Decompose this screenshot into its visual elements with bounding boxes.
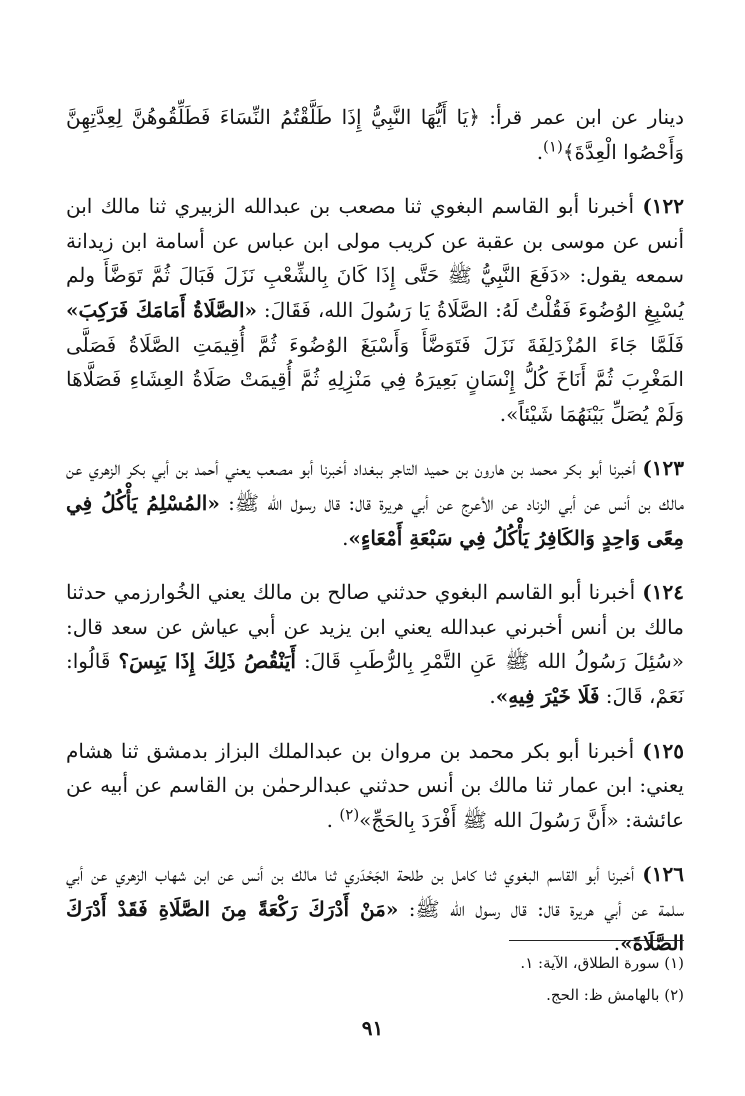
hadith-number: ١٢٢) xyxy=(642,194,685,219)
paragraph-end: . xyxy=(342,525,349,550)
footnote-divider xyxy=(509,940,684,941)
paragraph-end: . xyxy=(489,683,496,708)
footnote-2: (٢) بالهامش ظ: الحج. xyxy=(546,986,684,1004)
footnote-ref: (١) xyxy=(543,136,563,155)
footnote-1: (١) سورة الطلاق، الآية: ١. xyxy=(520,954,684,972)
footnotes xyxy=(66,940,684,1011)
prophetic-quote: «المُسْلِمُ يَأْكُلُ فِي مِعًى وَاحِدٍ وَالكَافِرُ يَأْكُلُ فِي سَبْعَةِ أَمْعَاءٍ» xyxy=(66,490,684,550)
hadith-number: ١٢٤) xyxy=(642,580,684,605)
paragraph-end: . xyxy=(326,807,334,832)
footnote-ref: (٢) xyxy=(339,805,360,824)
prophetic-quote: أَيَنْقُصُ ذَلِكَ إِذَا يَبِسَ؟ xyxy=(118,649,296,674)
hadith-125 xyxy=(66,734,684,838)
paragraph-text: أخبرنا أبو القاسم البغوي ثنا مصعب بن عبدالله الزبيري ثنا مالك ابن أنس عن موسى بن عقبة عن كريب مولى ابن عباس عن أسامة ابن زيدانة سمعه يقول: «دَفَعَ النَّبِيُّ ﷺ حَتَّى إِذَا كَانَ بِالشِّعْبِ نَزَلَ فَبَالَ ثُمَّ تَوَضَّأَ ولم يُسْبِغِ الوُضُوءَ فَقُلْتُ لَهُ: الصَّلَاةُ يَا رَسُولَ الله، فَقَالَ: xyxy=(66,194,684,322)
paragraph-text-continued: قَالُوا: نَعَمْ، قَالَ: xyxy=(66,649,684,708)
prophetic-quote: «الصَّلَاةُ أَمَامَكَ فَرَكِبَ» xyxy=(66,297,258,322)
paragraph-text-continued: فَلَمَّا جَاءَ المُزْدَلِفَةَ نَزَلَ فَتَوَضَّأَ وَأَسْبَغَ الوُضُوءَ ثُمَّ أُقِيمَتِ الصَّلَاةُ فَصَلَّى المَغْرِبَ ثُمَّ أَنَاخَ كُلُّ إِنْسَانٍ بَعِيرَهُ فِي مَنْزِلِهِ ثُمَّ أُقِيمَتْ صَلَاةُ العِشَاءِ فَصَلَّاهَا وَلَمْ يُصَلِّ بَيْنَهُمَا شَيْئاً». xyxy=(66,332,684,426)
paragraph-text: أخبرنا أبو بكر محمد بن مروان بن عبدالملك البزاز بدمشق ثنا هشام يعني: ابن عمار ثنا مالك بن أنس حدثني عبدالرحمٰن بن القاسم عن أبيه عن عائشة: «أَنَّ رَسُولَ الله ﷺ أَفْرَدَ بِالحَجِّ» xyxy=(66,738,684,832)
hadith-124 xyxy=(66,575,684,713)
prophetic-quote: «مَنْ أَدْرَكَ رَكْعَةً مِنَ الصَّلَاةِ فَقَدْ أَدْرَكَ الصَّلَاةَ» xyxy=(66,896,684,956)
paragraph-text: دينار عن ابن عمر قرأ: ﴿يَا أَيُّهَا النَّبِيُّ إِذَا طَلَّقْتُمُ النِّسَاءَ فَطَلِّقُوهُنَّ لِعِدَّتِهِنَّ وَأَحْصُوا الْعِدَّةَ﴾ xyxy=(66,105,684,164)
hadith-number: ١٢٣) xyxy=(642,456,685,481)
paragraph-text: أخبرنا أبو بكر محمد بن هارون بن حميد التاجر ببغداد أخبرنا أبو مصعب يعني أحمد بن أبي بكر الزهري عن مالك بن أنس عن أبي الزناد عن الأعرج عن أبي هريرة قال: قال رسول الله ﷺ: xyxy=(66,456,684,515)
hadith-122 xyxy=(66,189,684,431)
prophetic-quote-2: فَلَا خَيْرَ فِيهِ» xyxy=(495,683,600,708)
paragraph-end: . xyxy=(613,931,621,956)
hadith-number: ١٢٥) xyxy=(642,738,684,763)
paragraph-end: . xyxy=(536,139,544,164)
paragraph-text: أخبرنا أبو القاسم البغوي ثنا كامل بن طلحة الجَحْدَري ثنا مالك بن أنس عن ابن شهاب الزهري عن أبي سلمة عن أبي هريرة قال: قال رسول الله ﷺ: xyxy=(66,862,684,921)
paragraph-text: أخبرنا أبو القاسم البغوي حدثني صالح بن مالك يعني الخُوارزمي حدثنا مالك بن أنس أخبرني عبدالله يعني ابن يزيد عن أبي عياش عن سعد قال: «سُئِلَ رَسُولُ الله ﷺ عَنِ التَّمْرِ بِالرُّطَبِ قَالَ: xyxy=(66,580,684,674)
body-text xyxy=(66,80,684,981)
paragraph-intro xyxy=(66,100,684,169)
hadith-number: ١٢٦) xyxy=(642,862,684,887)
hadith-123 xyxy=(66,451,684,555)
page-number: ٩١ xyxy=(361,1016,384,1040)
